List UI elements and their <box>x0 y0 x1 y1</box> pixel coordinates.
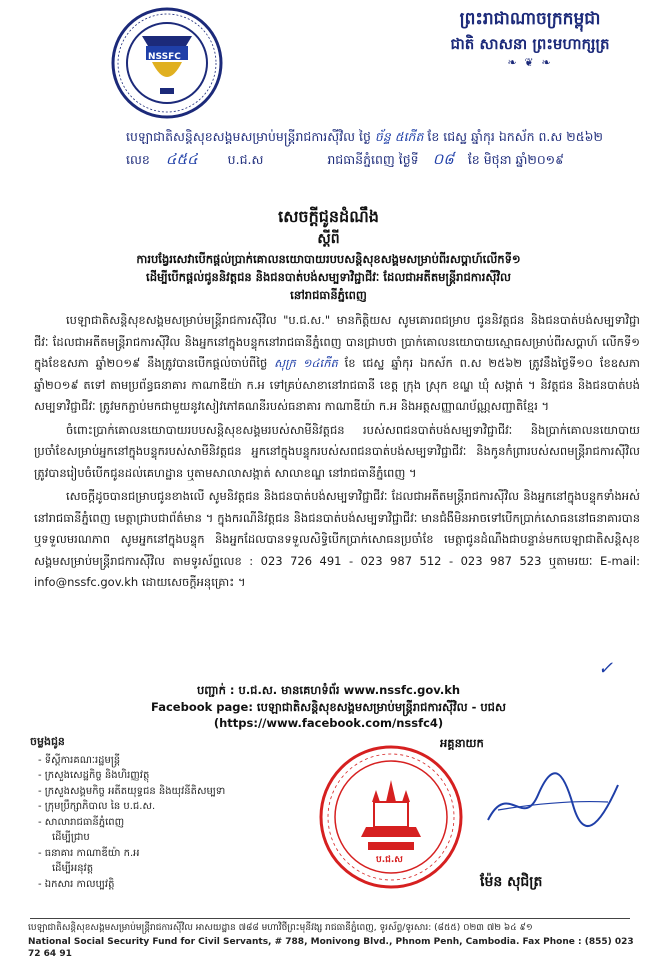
kingdom-title: ព្រះរាជាណាចក្រកម្ពុជា <box>459 9 601 29</box>
lunar-date-rest: ខែ ជេស្ឋ ឆ្នាំកុរ ឯកស័ក ព.ស ២៥៦២ <box>427 129 603 144</box>
footer-address-en: National Social Security Fund for Civil Servants, # 788, Monivong Blvd., Phnom Penh, Cambodia. Fax Phone : (855) 023 72 64 91 <box>28 937 634 959</box>
distribution-heading: ចម្លងជូន <box>30 735 65 748</box>
place-day: ០៨ <box>432 150 454 168</box>
seal-text: ប.ជ.ស <box>376 855 403 865</box>
lunar-day: ច័ន្ទ ៥កើត <box>374 129 424 144</box>
paragraph-1-part-a: បេឡាជាតិសន្តិសុខសង្គមសម្រាប់មន្ត្រីរាជការស៊ីវិល "ប.ជ.ស." មានកិត្តិយស សូមគោរពជម្រាប ជូននិវត្តជន និងជនបាត់បង់សម្បទាវិជ្ជាជីវៈ ដែលជាអតីតមន្ត្រីរាជការស៊ីវិល និងអ្នកនៅក្នុងបន្ទុកនៅរាជធានីភ្នំពេញ បានជ្រាបថា ប្រាក់គោលនយោបាយស្មោធសម្រាប់ពីរសប្តាហ៍ លើកទី១ ក្នុងខែឧសភា ឆ្នាំ២០១៩ នឹងត្រូវបានបើកផ្តល់ចាប់ពីថ្ងៃ <box>34 313 640 370</box>
list-item: - ឯកសារ កាលប្បវត្តិ <box>38 878 115 890</box>
notice-title: សេចក្តីជូនដំណឹង <box>278 207 379 226</box>
ornament-icon: ❧ ❦ ❧ <box>507 56 553 69</box>
facebook-page: Facebook page: បេឡាជាតិសន្តិសុខសង្គមសម្រាប់មន្ត្រីរាជការស៊ីវិល - បជស <box>151 700 506 714</box>
list-item: - ទីស្តីការគណៈរដ្ឋមន្ត្រី <box>38 754 121 766</box>
signatory-title: អគ្គនាយក <box>440 736 484 750</box>
logo-acronym: NSSFC <box>148 52 181 62</box>
paragraph-2: ចំពោះប្រាក់គោលនយោបាយរបបសន្តិសុខសង្គមរបស់សាមីនិវត្តជន របស់សពជនបាត់បង់សម្បទាវិជ្ជាជីវៈ និងប្រាក់គោលនយោបាយប្រចាំខែសម្រាប់អ្នកនៅក្នុងបន្ទុករបស់សាមីនិវត្តជន អ្នកនៅក្នុងបន្ទុករបស់សពជនបាត់បង់សម្បទាវិជ្ជាជីវៈ និងកូនកំព្រារបស់សពមន្ត្រីរាជការស៊ីវិល ត្រូវបានរៀបចំបើកជូនដល់គេហដ្ឋាន ឬតាមសាលាសង្កាត់ សាលាខណ្ឌ នៅរាជធានីភ្នំពេញ ។ <box>34 422 640 480</box>
subject-line-3: នៅរាជធានីភ្នំពេញ <box>290 288 367 302</box>
notice-body <box>34 310 640 596</box>
nssfc-logo <box>102 6 232 121</box>
list-item: - ក្រសួងសង្គមកិច្ច អតីតយុទ្ធជន និងយុវនីតិសម្បទា <box>38 785 226 797</box>
footer-address-km: បេឡាជាតិសន្តិសុខសង្គមសម្រាប់មន្ត្រីរាជការស៊ីវិល អាសយដ្ឋាន ៧៨៨ មហាវិថីព្រះមុនីវង្ស រាជធានីភ្នំពេញ, ទូរស័ព្ទ/ទូរសារ: (៨៥៥) ០២៣ ៧២ ៦៤ ៩១ <box>28 923 533 933</box>
handwritten-signature-icon <box>478 760 628 840</box>
initials-mark: ✓ <box>598 658 614 679</box>
paragraph-3: សេចក្តីដូចបានជម្រាបជូនខាងលើ សូមនិវត្តជន និងជនបាត់បង់សម្បទាវិជ្ជាជីវៈ ដែលជាអតីតមន្ត្រីរាជការស៊ីវិល និងអ្នកនៅក្នុងបន្ទុកទាំងអស់នៅរាជធានីភ្នំពេញ មេត្តាជ្រាបជាព័ត៌មាន ។ ក្នុងករណីនិវត្តជន និងជនបាត់បង់សម្បទាវិជ្ជាជីវៈ មានជំងឺមិនអាចទៅបើកប្រាក់សោធននៅធនាគារបាន ឬទទួលមរណភាព សូមអ្នកនៅក្នុងបន្ទុក និងអ្នកដែលបានទទួលសិទ្ធិបើកប្រាក់សោធនប្រចាំខែ មេត្តាជូនដំណឹងជាបន្ទាន់មកបេឡាជាតិសន្តិសុខសង្គមសម្រាប់មន្ត្រីរាជការស៊ីវិល តាមទូរស័ព្ទលេខ : 023 726 491 - 023 987 512 - 023 987 523 ឬតាមរយៈ E-mail: info@nssfc.gov.kh ដោយសេចក្តីអនុគ្រោះ ។ <box>34 489 640 589</box>
list-item: - សាលារាជធានីភ្នំពេញ <box>38 816 125 828</box>
paragraph-1-part-b: ខែ ជេស្ឋ ឆ្នាំកុរ ឯកស័ក ព.ស ២៥៦២ ត្រូវនឹងថ្ងៃទី១០ ខែឧសភា ឆ្នាំ២០១៩ តទៅ តាមប្រព័ន្ធធនាគារ កាណាឌីយ៉ា ក.អ ទៅគ្រប់សាខានៅរាជធានី ខេត្ត ក្រុង ស្រុក ខណ្ឌ ឃុំ សង្កាត់ ។ និវត្តជន និងជនបាត់បង់សម្បទាវិជ្ជាជីវៈ ត្រូវមកភ្ជាប់មកជាមួយនូវសៀវភៅគណនីរបស់ធនាគារ កាណាឌីយ៉ា ក.អ និងអត្តសញ្ញាណប័ណ្ណសញ្ជាតិខ្មែរ ។ <box>34 356 640 413</box>
list-item: ដើម្បីជ្រាប <box>52 832 90 843</box>
place-date: រាជធានីភ្នំពេញ ថ្ងៃទី <box>327 152 419 167</box>
list-item: - ក្រុមប្រឹក្សាភិបាល នៃ ប.ជ.ស. <box>38 801 156 812</box>
place-month-year: ខែ មិថុនា ឆ្នាំ២០១៩ <box>467 152 564 167</box>
list-item: - ក្រសួងសេដ្ឋកិច្ច និងហិរញ្ញវត្ថុ <box>38 770 150 781</box>
regarding-label: ស្តីពី <box>317 231 340 247</box>
ref-label: លេខ <box>126 152 150 167</box>
official-seal-icon <box>316 742 466 892</box>
distribution-list <box>30 734 260 892</box>
website-note: បញ្ជាក់ : ប.ជ.ស. មានគេហទំព័រ www.nssfc.gov.kh <box>196 683 461 697</box>
paragraph-1 <box>34 310 640 418</box>
facebook-url[interactable]: (https://www.facebook.com/nssfc4) <box>213 716 444 730</box>
payment-date-handwritten: សុក្រ ១៤កើត <box>274 356 338 370</box>
kingdom-header <box>425 6 635 69</box>
fund-date-line <box>126 128 636 146</box>
ref-number: ៤៥៤ <box>165 150 198 168</box>
reference-line <box>126 150 636 169</box>
subject-line-1: ការបង្វែរសេវាបើកផ្តល់ប្រាក់គោលនយោបាយរបបសន្តិសុខសង្គមសម្រាប់ពីរសប្តាហ៍លើកទី១ <box>136 252 521 266</box>
list-item: ដើម្បីអនុវត្ត <box>52 863 94 874</box>
footer-divider <box>30 918 630 919</box>
list-item: - ធនាគារ កាណាឌីយ៉ា ក.អ <box>38 847 140 859</box>
kingdom-motto: ជាតិ សាសនា ព្រះមហាក្សត្រ <box>450 35 610 53</box>
subject-line-2: ដើម្បីបើកផ្តល់ជូននិវត្តជន និងជនបាត់បង់សម្បទាវិជ្ជាជីវៈ ដែលជាអតីតមន្ត្រីរាជការស៊ីវិល <box>146 270 511 284</box>
signatory-name: ម៉ែន សុជិត្រ <box>480 874 543 890</box>
fund-name: បេឡាជាតិសន្តិសុខសង្គមសម្រាប់មន្ត្រីរាជការស៊ីវិល ថ្ងៃ <box>126 129 371 144</box>
ref-suffix: ប.ជ.ស <box>227 152 264 167</box>
